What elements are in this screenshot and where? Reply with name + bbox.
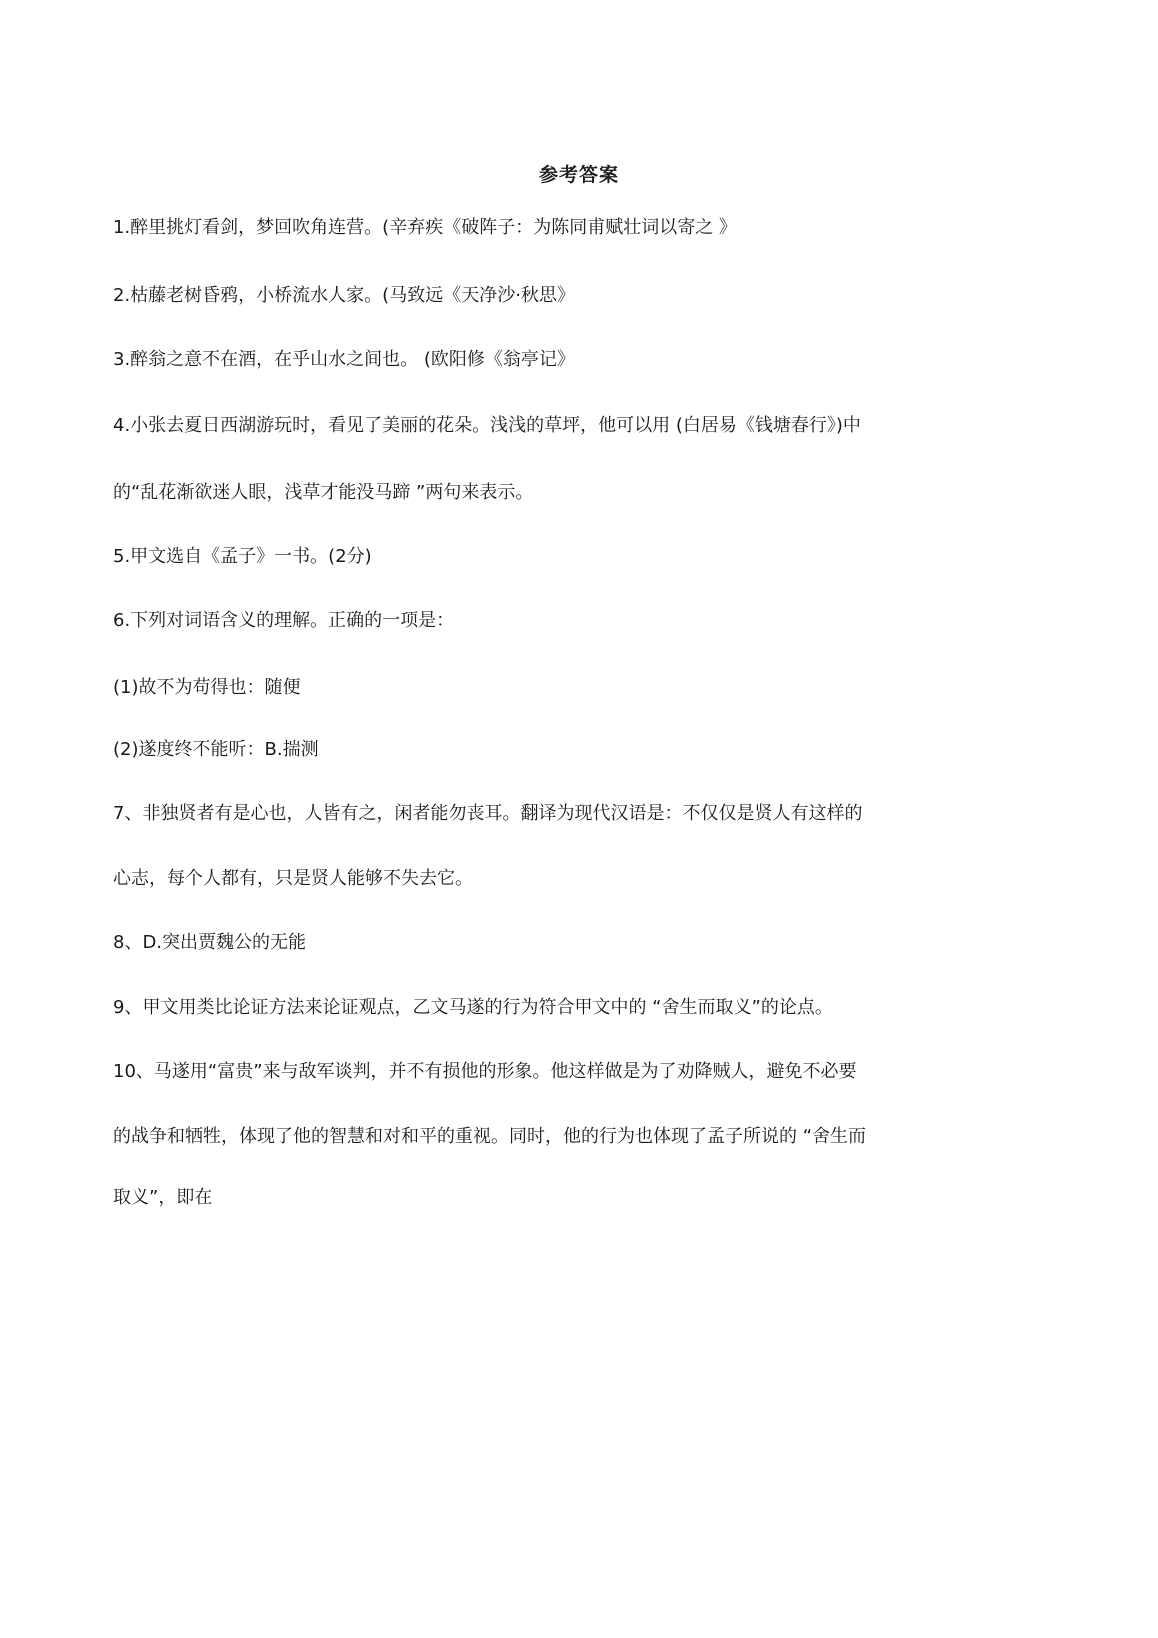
answer-line-4-cont: 的“乱花渐欲迷人眼，浅草才能没马蹄 ”两句来表示。 [113, 482, 534, 503]
answer-line-1: 1.醉里挑灯看剑，梦回吹角连营。(辛弃疾《破阵子：为陈同甫赋壮词以寄之 》 [113, 217, 737, 238]
answer-line-6-1: (1)故不为苟得也：随便 [113, 677, 301, 698]
answer-line-7: 7、非独贤者有是心也，人皆有之，闲者能勿丧耳。翻译为现代汉语是：不仅仅是贤人有这样的 [113, 803, 863, 824]
answer-line-8: 8、D.突出贾魏公的无能 [113, 932, 307, 953]
answer-line-10-end: 取义”，即在 [113, 1187, 213, 1208]
page-title: 参考答案 [538, 164, 619, 186]
answer-line-6-2: (2)遂度终不能听：B.揣测 [113, 739, 319, 760]
answer-line-9: 9、甲文用类比论证方法来论证观点，乙文马遂的行为符合甲文中的 “舍生而取义”的论点。 [113, 997, 833, 1018]
answer-line-7-cont: 心志，每个人都有，只是贤人能够不失去它。 [113, 868, 473, 889]
answer-line-4: 4.小张去夏日西湖游玩时，看见了美丽的花朵。浅浅的草坪，他可以用 (白居易《钱塘春行》)中 [113, 415, 861, 436]
answer-line-10: 10、马遂用“富贵”来与敌军谈判，并不有损他的形象。他这样做是为了劝降贼人，避免不必要 [113, 1061, 857, 1082]
answer-line-10-cont: 的战争和牺牲，体现了他的智慧和对和平的重视。同时，他的行为也体现了孟子所说的 “舍生而 [113, 1126, 867, 1147]
answer-line-2: 2.枯藤老树昏鸦，小桥流水人家。(马致远《天净沙·秋思》 [113, 285, 575, 306]
answer-line-3: 3.醉翁之意不在酒，在乎山水之间也。 (欧阳修《翁亭记》 [113, 349, 575, 370]
answer-line-6: 6.下列对词语含义的理解。正确的一项是： [113, 610, 455, 631]
answer-line-5: 5.甲文选自《孟子》一书。(2分) [113, 546, 372, 567]
